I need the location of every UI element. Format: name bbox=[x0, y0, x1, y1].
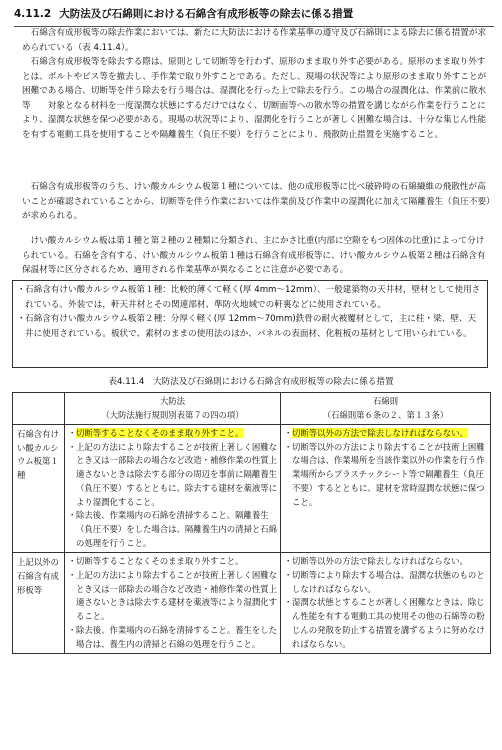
header-left-line1: 大防法 bbox=[159, 396, 186, 406]
measure-text: 上記の方法により除去することが技術上著しく困難なとき又は一部除去の場合など改造・補修作業の性質上適さないときは除去する部分の周辺を事前に隔離養生（負圧不要）するとともに、除去する建材を薬液等により湿潤化すること。 bbox=[76, 441, 277, 507]
measure-item bbox=[284, 555, 487, 569]
bullet-dot: ・ bbox=[284, 556, 293, 567]
table-row bbox=[13, 553, 491, 654]
measure-item bbox=[284, 569, 487, 596]
measure-item bbox=[68, 441, 277, 510]
measure-text: 切断等以外の方法で除去しなければならない。 bbox=[292, 556, 468, 567]
measure-item bbox=[68, 509, 277, 550]
air-pollution-act-measures bbox=[65, 425, 281, 553]
measure-item bbox=[68, 569, 277, 624]
header-asbestos-regulation bbox=[281, 393, 491, 425]
header-air-pollution-act bbox=[65, 393, 281, 425]
bullet-dot: ・ bbox=[284, 570, 293, 581]
measure-text: 上記の方法により除去することが技術上著しく困難なとき又は一部除去の場合など改造・補修作業の性質上適さないときは除去する建材を薬液等により湿潤化すること。 bbox=[76, 570, 277, 622]
asbestos-regulation-measures bbox=[281, 425, 491, 553]
bullet-dot: ・ bbox=[17, 285, 26, 295]
bullet-dot: ・ bbox=[284, 441, 293, 452]
note-text: 石綿含有けい酸カルシウム板第２種：分厚く軽く(厚 12mm～70mm)鉄骨の耐火被覆材として，主に柱・梁、壁、天井に使用されている。板状で、素材のままの使用法のほか、パネルの表面材、化粧板の基材として用いられている。 bbox=[25, 314, 477, 339]
measures-table bbox=[12, 392, 491, 654]
paragraph-calcium-silicate-type1: 石綿含有成形板等のうち、けい酸カルシウム板第１種については、他の成形板等に比べ破砕時の石綿繊維の飛散性が高いことが確認されていることから、切断等を伴う作業においては作業前及び作業中の湿潤化に加えて隔離養生（負圧不要）が求められる。 bbox=[22, 182, 491, 222]
measure-text: 湿潤な状態とすることが著しく困難なときは、除じん性能を有する電動工具の使用その他の石綿等の粉じんの発散を防止する措置を講ずるように努めなければならない。 bbox=[292, 597, 485, 649]
table-caption: 表4.11.4 大防法及び石綿則における石綿含有成形板等の除去に係る措置 bbox=[108, 377, 394, 387]
bullet-dot: ・ bbox=[284, 428, 293, 438]
bullet-dot: ・ bbox=[68, 428, 77, 438]
bullet-dot: ・ bbox=[68, 556, 77, 567]
measure-item bbox=[284, 427, 487, 441]
measure-text: 除去後、作業場内の石綿を清掃すること。隔離養生（負圧不要）をした場合は、隔離養生内の清掃と石綿の処理を行うこと。 bbox=[76, 510, 277, 548]
measure-item bbox=[68, 427, 277, 441]
bullet-dot: ・ bbox=[68, 510, 77, 521]
paragraph-calcium-silicate-types: けい酸カルシウム板は第１種と第２種の２種類に分類され、主にかさ比重(内部に空隙をもつ固体の比重)によって分けられている。石綿を含有する、けい酸カルシウム板第１種は石綿含有成形板等に、けい酸カルシウム板第２種は石綿含有保温材等に区分されるため、適用される作業基準が異なることに注意が必要である。 bbox=[22, 236, 486, 276]
note-item-type1 bbox=[19, 283, 483, 312]
bullet-dot: ・ bbox=[68, 624, 77, 635]
header-right-line2: （石綿則第６条の２、第１３条） bbox=[322, 409, 449, 420]
table-header-row bbox=[13, 393, 491, 425]
calcium-silicate-note-box bbox=[12, 280, 488, 368]
header-right-line1: 石綿則 bbox=[372, 396, 399, 406]
header-left-line2: （大防法施行規則別表第７の四の項） bbox=[101, 409, 244, 420]
row-label: 上記以外の石綿含有成形板等 bbox=[13, 553, 65, 654]
section-title: 大防法及び石綿則における石綿含有成形板等の除去に係る措置 bbox=[59, 8, 354, 20]
measure-text: 切断等以外の方法により除去することが技術上困難な場合は、作業場所を当該作業以外の作業を行う作業場所からプラスチックシート等で隔離養生（負圧不要）するとともに、建材を常時湿潤な状態に保つこと。 bbox=[292, 441, 485, 507]
note-item-type2 bbox=[19, 312, 483, 341]
bullet-dot: ・ bbox=[284, 597, 293, 608]
bullet-dot: ・ bbox=[17, 314, 26, 325]
header-empty-cell bbox=[13, 393, 65, 425]
row-label: 石綿含有けい酸カルシウム板第１種 bbox=[13, 425, 65, 553]
bullet-dot: ・ bbox=[68, 570, 77, 581]
measure-text: 除去後、作業場内の石綿を清掃すること。養生をした場合は、養生内の清掃と石綿の処理を行うこと。 bbox=[76, 624, 277, 649]
measure-item bbox=[68, 555, 277, 569]
measure-text: 切断等により除去する場合は、湿潤な状態のものとしなければならない。 bbox=[292, 570, 485, 594]
section-heading bbox=[14, 4, 494, 27]
air-pollution-act-measures bbox=[65, 553, 281, 654]
measure-item bbox=[284, 441, 487, 510]
paragraph-removal-method: 石綿含有成形板等を除去する際は、原則として切断等を行わず、原形のまま取り外す必要がある。原形のまま取り外すとは、ボルトやビス等を撤去し、手作業で取り外すことである。ただし、現場の状況等により原形のまま取り外すことが困難である場合、切断等を伴う除去を行う場合は、湿潤化を行った上で除去を行う。この場合の湿潤化は、作業前に散水等 対象となる材料を一度湿潤な状態にするだけではなく、切断面等への散水等の措置を講じながら作業を行うことにより、湿潤な状態を保つ必要がある。現場の状況等により、湿潤化を行うことが著しく困難な場合は、十分な集じん性能を有する電動工具を使用することや隔離養生（負圧不要）を行うことにより、飛散防止措置を実施すること。 bbox=[22, 57, 487, 140]
bullet-dot: ・ bbox=[68, 441, 77, 452]
note-text: 石綿含有けい酸カルシウム板第１種：比較的薄くて軽く(厚 4mm～12mm）、一般建築物の天井材，壁材として使用されている。外装では，軒天井材とその関連部材、準防火地域での軒裏などに使用されている。 bbox=[25, 285, 481, 310]
highlighted-measure-text: 切断等することなくそのまま取り外すこと。 bbox=[76, 428, 244, 438]
asbestos-regulation-measures bbox=[281, 553, 491, 654]
paragraph-intro: 石綿含有成形板等の除去作業においては、新たに大防法における作業基準の遵守及び石綿則による除去に係る措置が求められている（表 4.11.4）。 bbox=[22, 28, 487, 53]
section-number: 4.11.2 bbox=[14, 8, 52, 20]
measure-item bbox=[68, 624, 277, 651]
table-row bbox=[13, 425, 491, 553]
measure-item bbox=[284, 596, 487, 651]
measure-text: 切断等することなくそのまま取り外すこと。 bbox=[76, 556, 244, 567]
highlighted-measure-text: 切断等以外の方法で除去しなければならない。 bbox=[292, 428, 468, 438]
